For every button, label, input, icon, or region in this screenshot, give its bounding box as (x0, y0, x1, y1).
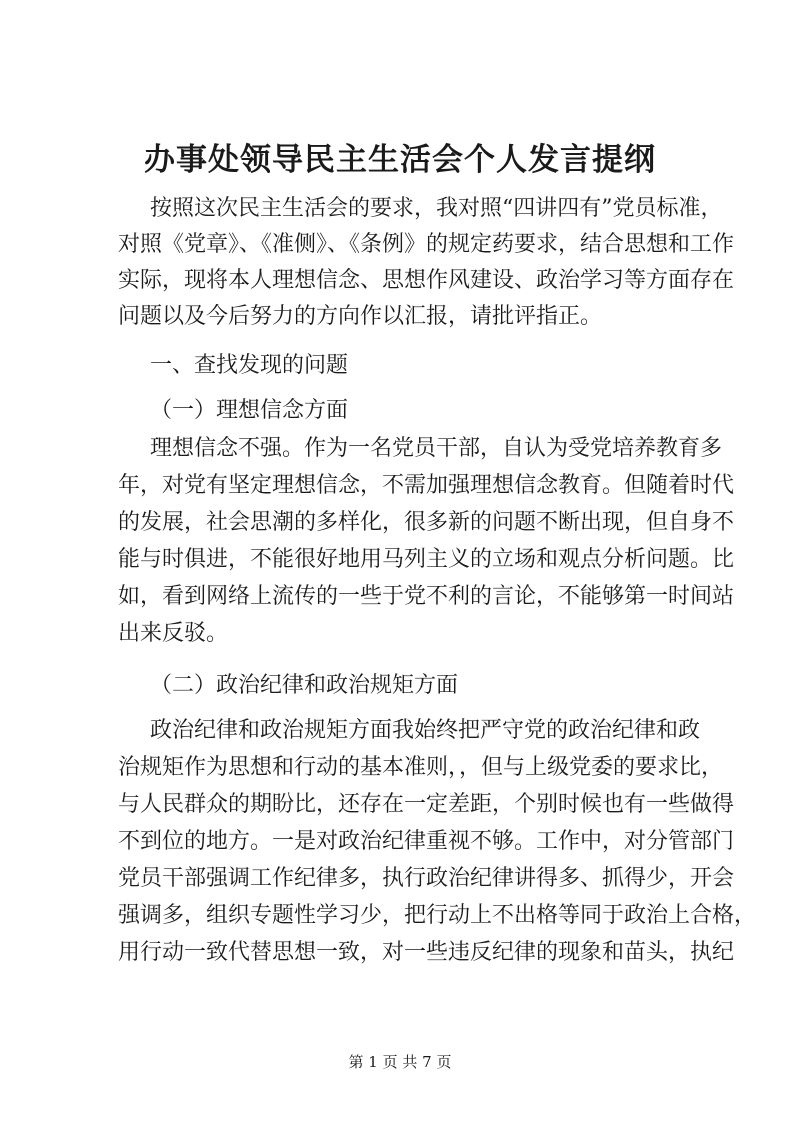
page-number-footer: 第 1 页 共 7 页 (348, 1053, 452, 1071)
intro-line-1: 按照这次民主生活会的要求，我对照“四讲四有”党员标准， (150, 196, 723, 221)
section-1-heading: 一、查找发现的问题 (150, 353, 349, 378)
paragraph-2-line-2: 治规矩作为思想和行动的基本准则，，但与上级党委的要求比， (118, 755, 724, 780)
intro-line-4: 问题以及今后努力的方向作以汇报，请批评指正。 (118, 304, 603, 329)
paragraph-1-line-1: 理想信念不强。作为一名党员干部，自认为受党培养教育多 (150, 436, 723, 461)
paragraph-2-line-4: 不到位的地方。一是对政治纪律重视不够。工作中，对分管部门 (118, 829, 735, 854)
paragraph-1-line-3: 的发展，社会思潮的多样化，很多新的问题不断出现，但自身不 (118, 510, 735, 535)
subsection-2-heading: （二）政治纪律和政治规矩方面 (150, 673, 459, 698)
intro-line-2: 对照《党章》、《准侧》、《条例》的规定药要求，结合思想和工作 (118, 232, 735, 257)
intro-line-3: 实际，现将本人理想信念、思想作风建设、政治学习等方面存在 (118, 268, 735, 293)
paragraph-2-line-7: 用行动一致代替思想一致，对一些违反纪律的现象和苗头，执纪 (118, 940, 735, 965)
document-title: 办事处领导民主生活会个人发言提纲 (144, 142, 656, 178)
paragraph-1-line-4: 能与时俱进，不能很好地用马列主义的立场和观点分析问题。比 (118, 547, 735, 572)
paragraph-1-line-5: 如，看到网络上流传的一些于党不利的言论，不能够第一时间站 (118, 584, 735, 609)
paragraph-1-line-2: 年，对党有坚定理想信念，不需加强理想信念教育。但随着时代 (118, 473, 735, 498)
paragraph-1-line-6: 出来反驳。 (118, 621, 229, 646)
paragraph-2-line-3: 与人民群众的期盼比，还存在一定差距，个别时候也有一些做得 (118, 792, 735, 817)
paragraph-2-line-6: 强调多，组织专题性学习少，把行动上不出格等同于政治上合格， (118, 903, 757, 928)
paragraph-2-line-5: 党员干部强调工作纪律多，执行政治纪律讲得多、抓得少，开会 (118, 866, 735, 891)
paragraph-2-line-1: 政治纪律和政治规矩方面我始终把严守党的政治纪律和政 (150, 718, 701, 743)
subsection-1-heading: （一）理想信念方面 (150, 398, 349, 423)
